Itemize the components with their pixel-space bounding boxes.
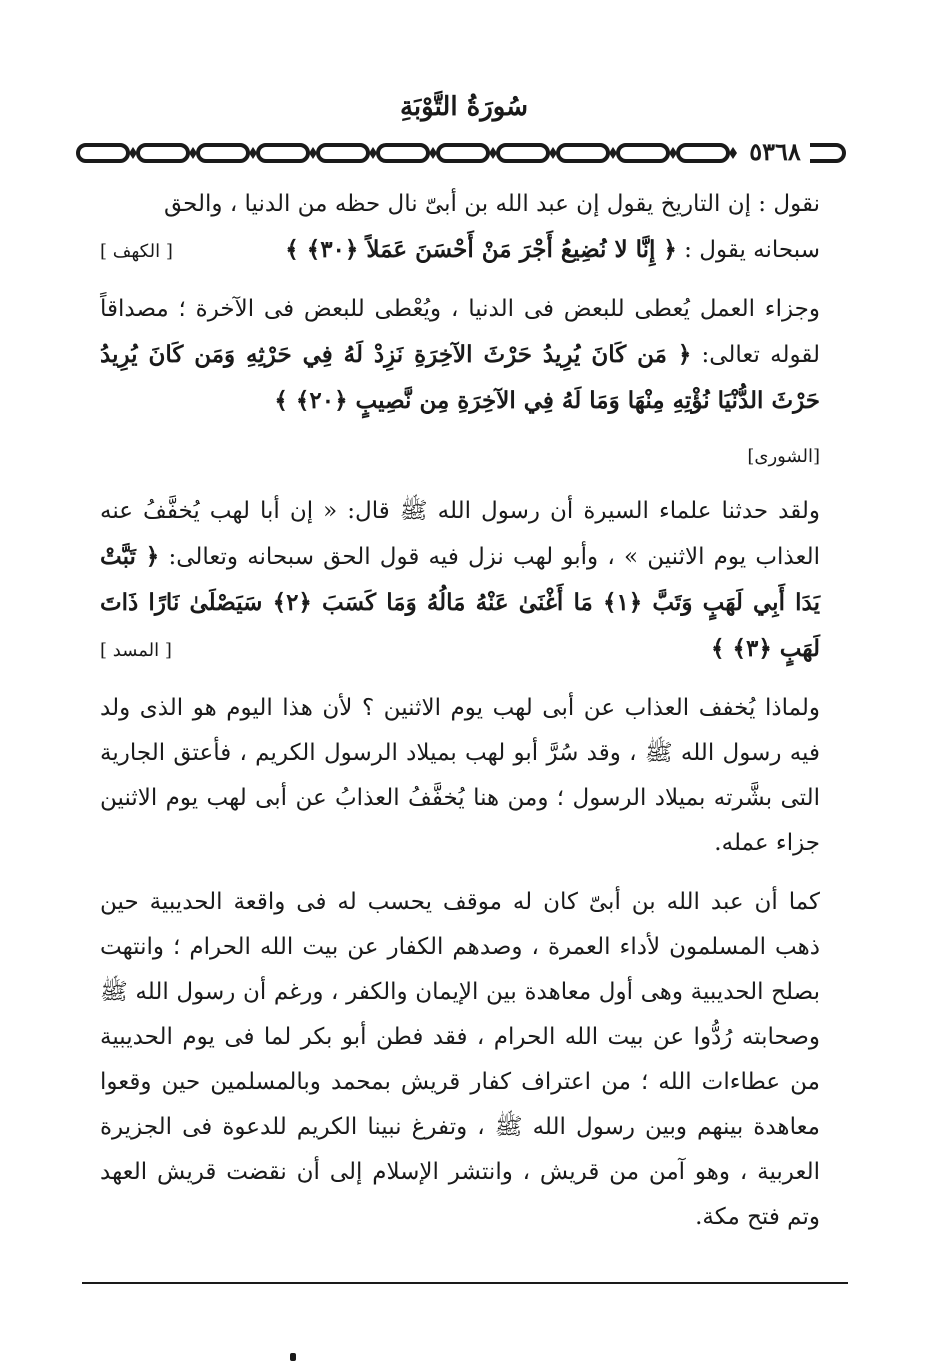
quran-verse-shura: ﴿ مَن كَانَ يُرِيدُ حَرْثَ الآخِرَةِ نَزِدْ لَهُ فِي حَرْثِهِ وَمَن كَانَ يُرِيدُ حَرْثَ الدُّنْيَا نُؤْتِهِ مِنْهَا وَمَا لَهُ فِي الآخِرَةِ مِن نَّصِيبٍ ﴿٢٠﴾ ﴾	[100, 341, 820, 414]
verse-reference-shura: [الشورى]	[747, 446, 820, 467]
paragraph-5: كما أن عبد الله بن أبىّ كان له موقف يحسب له فى واقعة الحديبية حين ذهب المسلمون لأداء العمرة ، وصدهم الكفار عن بيت الله الحرام ؛ وانتهت بصلح الحديبية وهى أول معاهدة بين الإيمان والكفر ، ورغم أن رسول الله ﷺ وصحابته رُدُّوا عن بيت الله الحرام ، فقد فطن أبو بكر لما فى يوم الحديبية من عطاءات الله ؛ من اعتراف كفار قريش بمحمد وبالمسلمين حين وقعوا معاهدة بينهم وبين رسول الله ﷺ ، وتفرغ نبينا الكريم للدعوة فى الجزيرة العربية ، وهو آمن من قريش ، وانتشر الإسلام إلى أن نقضت قريش العهد وتم فتح مكة.	[100, 889, 820, 1230]
quran-verse-masad: ﴿ تَبَّتْ يَدَا أَبِي لَهَبٍ وَتَبَّ ﴿١﴾ مَا أَغْنَىٰ عَنْهُ مَالُهُ وَمَا كَسَبَ ﴿٢﴾ سَيَصْلَىٰ نَارًا ذَاتَ لَهَبٍ ﴿٣﴾ ﴾	[100, 543, 820, 662]
paragraph-2	[100, 287, 820, 424]
page-body	[100, 182, 820, 1240]
paragraph-1-intro: سبحانه يقول :	[676, 237, 820, 263]
surah-title: سُورَةُ التَّوْبَةِ	[399, 92, 529, 122]
page-number: ٥٣٦٨	[740, 136, 810, 168]
paragraph-2-text: وجزاء العمل يُعطى للبعض فى الدنيا ، ويُعْطى للبعض فى الآخرة ؛ مصداقاً لقوله تعالى:	[100, 296, 820, 368]
paragraph-4: ولماذا يُخفف العذاب عن أبى لهب يوم الاثنين ؟ لأن هذا اليوم هو الذى ولد فيه رسول الله ﷺ ، وقد سُرَّ أبو لهب بميلاد الرسول الكريم ، فأعتق الجارية التى بشَّرته بميلاد الرسول ؛ ومن هنا يُخفَّفُ العذابُ عن أبى لهب يوم الاثنين جزاء عمله.	[100, 695, 820, 856]
header-ornament-rule	[76, 136, 846, 170]
paragraph-3	[100, 489, 820, 672]
verse-reference-masad: [ المسد ]	[100, 640, 172, 661]
paragraph-1-line-1: نقول : إن التاريخ يقول إن عبد الله بن أبىّ نال حظه من الدنيا ، والحق	[163, 191, 820, 217]
verse-reference-kahf: [ الكهف ]	[100, 241, 173, 262]
footer-mark	[290, 1353, 296, 1361]
quran-verse-kahf: ﴿ إِنَّا لا نُضِيعُ أَجْرَ مَنْ أَحْسَنَ عَمَلاً ﴿٣٠﴾ ﴾	[285, 236, 677, 263]
paragraph-3-text: ولقد حدثنا علماء السيرة أن رسول الله ﷺ قال: « إن أبا لهب يُخفَّفُ عنه العذاب يوم الاثنين » ، وأبو لهب نزل فيه قول الحق سبحانه وتعالى:	[100, 498, 820, 570]
bottom-divider	[82, 1282, 848, 1284]
paragraph-1	[100, 182, 820, 273]
